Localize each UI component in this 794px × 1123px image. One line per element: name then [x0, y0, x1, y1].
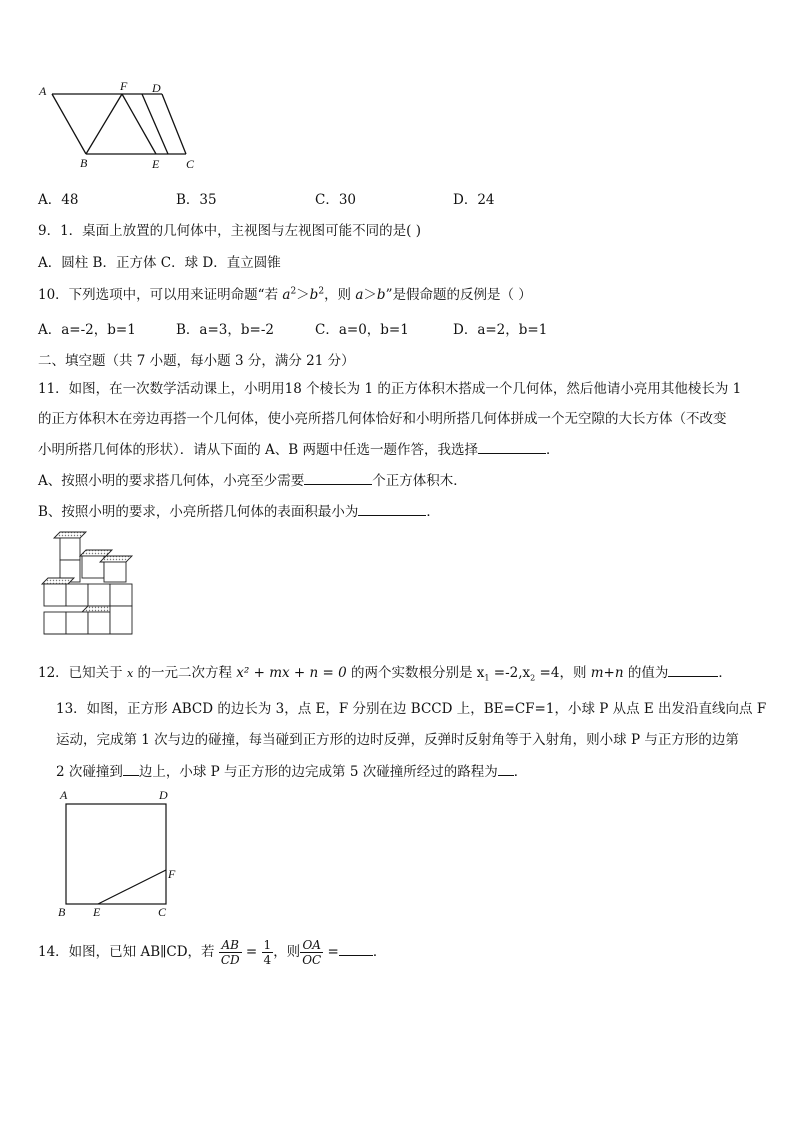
q14-f3-num: OA	[300, 938, 323, 953]
q12-sub2: 2	[530, 673, 536, 683]
q10-stem-a: 10．下列选项中，可以用来证明命题“若	[38, 287, 283, 303]
q10-stem-c: ”是假命题的反例是（ ）	[385, 287, 532, 303]
q14-f2-num: 1	[263, 938, 272, 952]
q11-choice-blank[interactable]	[478, 441, 546, 454]
label-C: C	[186, 157, 195, 171]
q11-lineA-text: A、按照小明的要求搭几何体，小亮至少需要	[38, 473, 305, 489]
cube-stack-figure	[40, 528, 140, 644]
q14-b: ，则	[273, 944, 301, 960]
q13-line3b: 边上，小球 P 与正方形的边完成第 5 次碰撞所经过的路程为	[138, 764, 498, 780]
q11-line1: 11．如图，在一次数学活动课上，小明用18 个棱长为 1 的正方体积木搭成一个几何体，然后他请小亮用其他棱长为 1	[38, 381, 742, 397]
q10-option-c[interactable]: C．a=0，b=1	[315, 322, 409, 338]
sq-label-C: C	[158, 905, 167, 919]
q13-blank-1[interactable]	[123, 763, 139, 776]
q14-stem	[38, 934, 386, 970]
q12-stem	[38, 661, 732, 683]
square-figure	[52, 786, 192, 922]
q14-fraction-oa-oc	[300, 938, 323, 967]
q10-option-a[interactable]: A．a=-2，b=1	[38, 322, 136, 338]
q11-lineB	[38, 500, 440, 520]
q11-line3-text: 小明所搭几何体的形状）．请从下面的 A、B 两题中任选一题作答，我选择	[38, 442, 479, 458]
q10-option-d[interactable]: D．a=2，b=1	[453, 322, 548, 338]
q12-g: ．	[718, 665, 732, 681]
q10-sup1: 2	[290, 286, 297, 297]
q9-stem: 9．1．桌面上放置的几何体中，主视图与左视图可能不同的是( )	[38, 223, 422, 239]
label-E: E	[152, 157, 160, 171]
q13-line3a: 2 次碰撞到	[56, 764, 123, 780]
q12-f: 的值为	[623, 665, 669, 681]
q8-option-d[interactable]: D．24	[453, 192, 495, 208]
q10-expr3: a	[355, 287, 364, 303]
label-D: D	[152, 81, 161, 95]
q14-eq: =	[241, 944, 262, 960]
section-title: 二、填空题（共 7 小题，每小题 3 分，满分 21 分）	[38, 353, 355, 369]
q8-option-c[interactable]: C．30	[315, 192, 357, 208]
sq-label-B: B	[58, 905, 66, 919]
q13-blank-2[interactable]	[498, 763, 514, 776]
q12-d: =-2,x	[489, 665, 531, 681]
q14-a: 14．如图，已知 AB∥CD，若	[38, 944, 215, 960]
q12-e: =4，则	[535, 665, 591, 681]
q12-mn: m+n	[590, 665, 624, 681]
sq-label-D: D	[159, 788, 168, 802]
q8-option-a[interactable]: A．48	[38, 192, 79, 208]
sq-label-F: F	[168, 867, 176, 881]
q10-stem	[38, 283, 532, 303]
q14-f1-den: CD	[220, 953, 240, 967]
q11-lineA-end: 个正方体积木．	[372, 473, 467, 489]
sq-label-A: A	[60, 788, 68, 802]
q14-blank[interactable]	[339, 943, 373, 956]
q12-a: 12．已知关于	[38, 665, 127, 681]
q10-sup2: 2	[318, 286, 325, 297]
q14-d: ．	[372, 944, 387, 960]
q14-fraction-1-4	[262, 938, 274, 967]
q11-lineB-end: ．	[426, 504, 440, 520]
q12-c: 的两个实数根分别是 x	[346, 665, 485, 681]
q11-line2: 的正方体积木在旁边再搭一个几何体，使小亮所搭几何体恰好和小明所搭几何体拼成一个无空隙的大长方体（不改变	[38, 411, 727, 427]
q13-line3	[56, 760, 527, 780]
sq-label-E: E	[93, 905, 101, 919]
q10-gt2: ＞	[363, 287, 377, 303]
q9-options[interactable]: A．圆柱 B．正方体 C．球 D．直立圆锥	[38, 255, 281, 271]
label-F: F	[120, 79, 128, 93]
q13-line1: 13．如图，正方形 ABCD 的边长为 3，点 E，F 分别在边 BCCD 上，BE=CF=1，小球 P 从点 E 出发沿直线向点 F	[56, 701, 767, 717]
q14-f3-den: OC	[302, 953, 322, 967]
parallelogram-figure	[36, 78, 202, 176]
q10-option-b[interactable]: B．a=3，b=-2	[176, 322, 274, 338]
q14-c: =	[323, 944, 339, 960]
label-B: B	[80, 156, 88, 170]
q11-lineA	[38, 469, 467, 489]
q10-expr4: b	[376, 287, 386, 303]
q10-expr2: b	[309, 287, 319, 303]
q12-sub1: 1	[484, 673, 490, 683]
q10-stem-b: ，则	[324, 287, 356, 303]
q12-b: 的一元二次方程	[133, 665, 237, 681]
q12-eq: x² + mx + n = 0	[236, 665, 347, 681]
q11-a-blank[interactable]	[304, 472, 372, 485]
q10-gt1: ＞	[296, 287, 310, 303]
q11-lineB-text: B、按照小明的要求，小亮所搭几何体的表面积最小为	[38, 504, 359, 520]
label-A: A	[39, 84, 47, 98]
q14-f2-den: 4	[263, 953, 272, 967]
q11-line3-end: ．	[546, 442, 560, 458]
q12-blank[interactable]	[668, 664, 718, 677]
q13-line3c: ．	[513, 764, 528, 780]
q11-line3	[38, 438, 560, 458]
q11-b-blank[interactable]	[358, 503, 426, 516]
q8-option-b[interactable]: B．35	[176, 192, 217, 208]
q12-x: x	[126, 667, 134, 680]
q14-f1-num: AB	[219, 938, 242, 953]
q13-line2: 运动，完成第 1 次与边的碰撞，每当碰到正方形的边时反弹，反弹时反射角等于入射角，则小球 P 与正方形的边第	[56, 732, 739, 748]
q10-expr1: a	[282, 287, 291, 303]
q14-fraction-ab-cd	[219, 938, 242, 967]
